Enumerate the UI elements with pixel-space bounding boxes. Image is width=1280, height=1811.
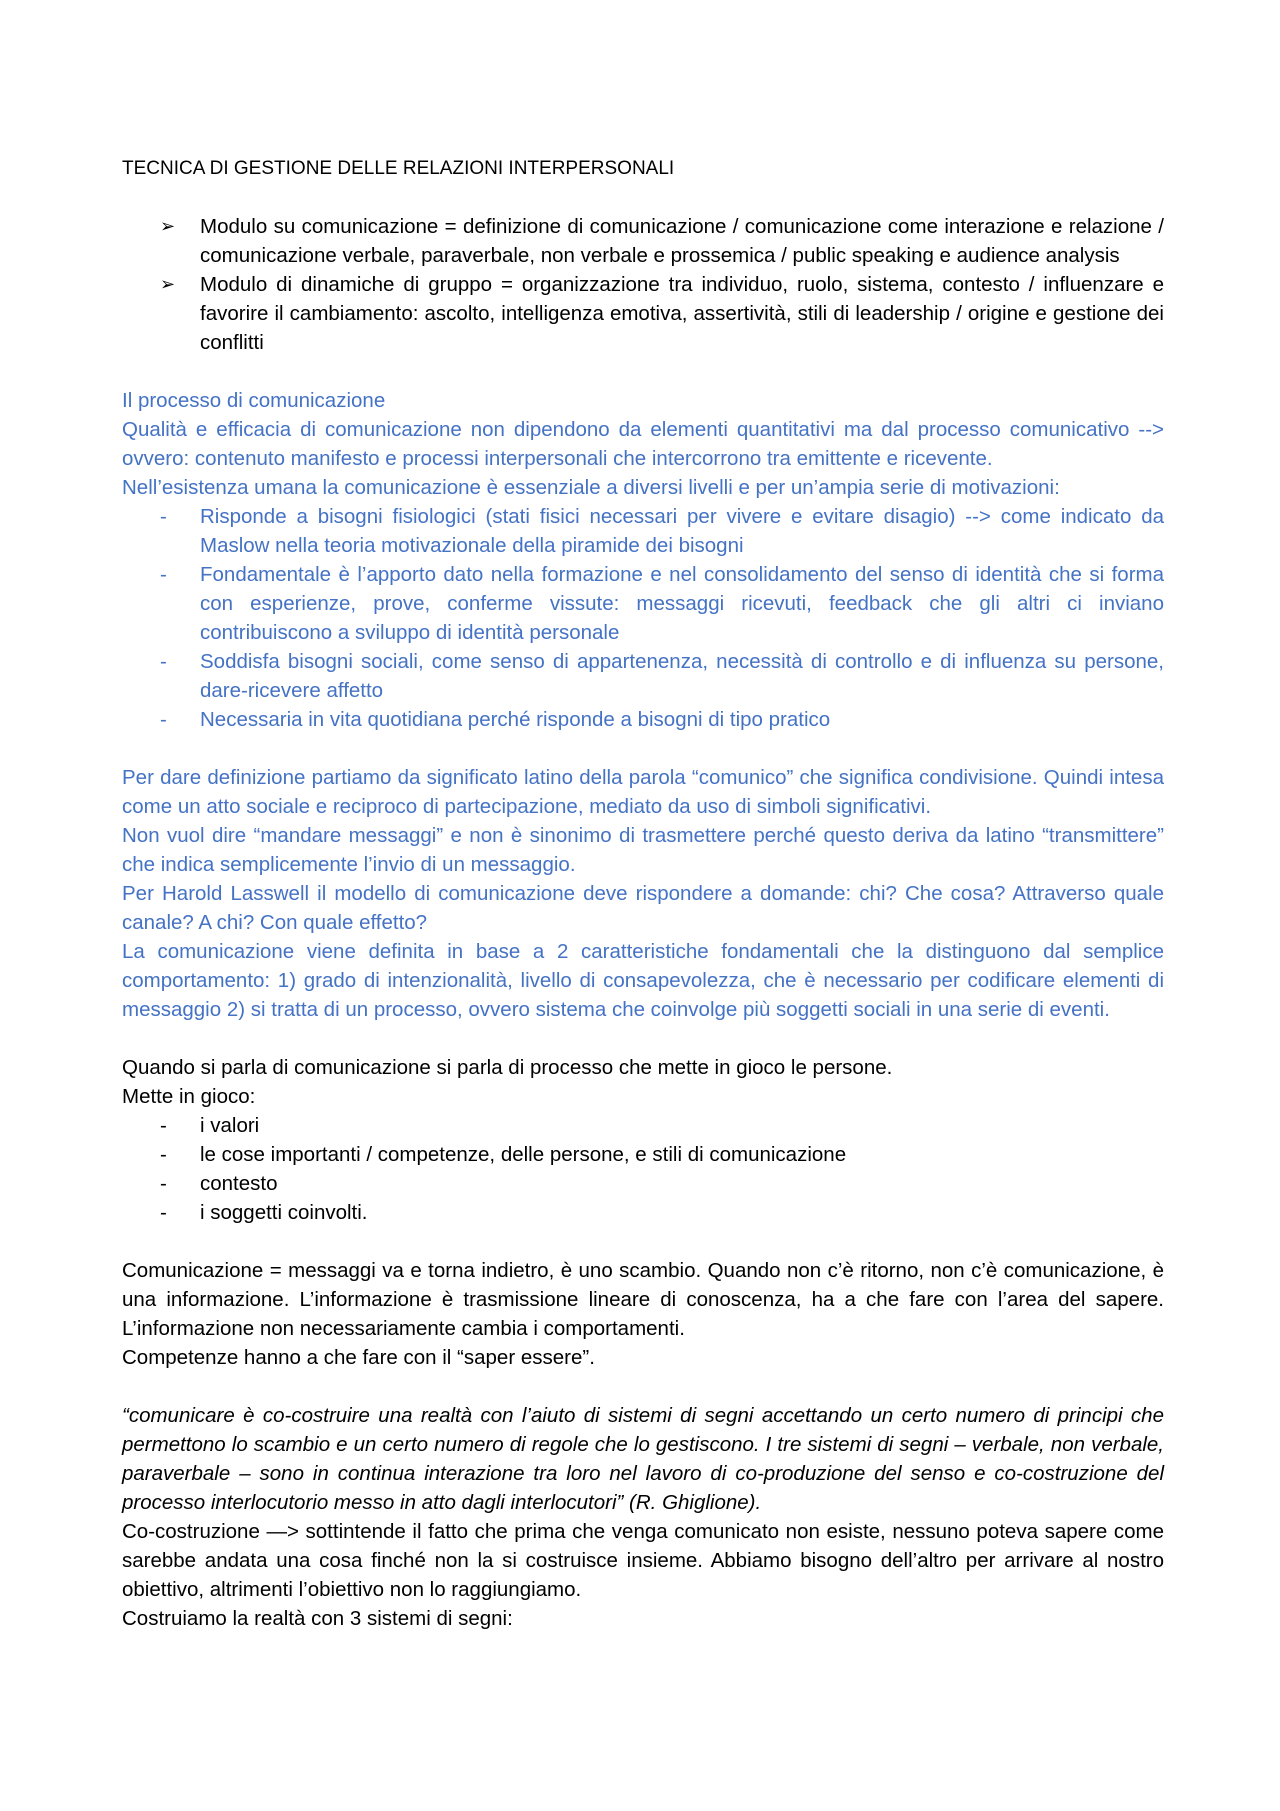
list-item-text: Soddisfa bisogni sociali, come senso di appartenenza, necessità di controllo e di influenza su persone, dare-ricevere affetto — [200, 650, 1164, 702]
paragraph: Nell’esistenza umana la comunicazione è essenziale a diversi livelli e per un’ampia serie di motivazioni: — [122, 476, 1060, 499]
paragraph: Costruiamo la realtà con 3 sistemi di segni: — [122, 1607, 513, 1630]
dash-bullet: - — [160, 1143, 167, 1166]
spacer — [122, 357, 1164, 386]
process-section — [122, 386, 1164, 1024]
list-item — [122, 502, 1164, 560]
process-list — [122, 502, 1164, 734]
list-item-text: Fondamentale è l’apporto dato nella formazione e nel consolidamento del senso di identità che si forma con esperienze, prove, conferme vissute: messaggi ricevuti, feedback che gli altri ci inviano contribuiscono a sviluppo di identità personale — [200, 563, 1164, 644]
list-item-text: Necessaria in vita quotidiana perché risponde a bisogni di tipo pratico — [200, 708, 831, 731]
module-text: Modulo di dinamiche di gruppo = organizzazione tra individuo, ruolo, sistema, contesto / influenzare e favorire il cambiamento: ascolto, intelligenza emotiva, assertività, stili di leadership / origine e gestione dei conflitti — [200, 273, 1164, 354]
document-page — [122, 154, 1164, 1633]
paragraph: La comunicazione viene definita in base a 2 caratteristiche fondamentali che la distinguono dal semplice comportamento: 1) grado di intenzionalità, livello di consapevolezza, che è necessario per codificare elementi di messaggio 2) si tratta di un processo, ovvero sistema che coinvolge più soggetti sociali in una serie di eventi. — [122, 940, 1164, 1021]
paragraph: Non vuol dire “mandare messaggi” e non è sinonimo di trasmettere perché questo deriva da latino “transmittere” che indica semplicemente l’invio di un messaggio. — [122, 824, 1164, 876]
list-item-text: le cose importanti / competenze, delle persone, e stili di comunicazione — [200, 1143, 847, 1166]
dash-bullet: - — [160, 650, 167, 673]
list-item-text: i soggetti coinvolti. — [200, 1201, 368, 1224]
paragraph: Competenze hanno a che fare con il “saper essere”. — [122, 1346, 595, 1369]
list-item — [122, 1111, 1164, 1140]
list-item-text: i valori — [200, 1114, 260, 1137]
document-title: TECNICA DI GESTIONE DELLE RELAZIONI INTERPERSONALI — [122, 158, 675, 179]
dash-bullet: - — [160, 563, 167, 586]
paragraph: Quando si parla di comunicazione si parla di processo che mette in gioco le persone. — [122, 1056, 893, 1079]
paragraph: Co-costruzione —> sottintende il fatto che prima che venga comunicato non esiste, nessuno poteva sapere come sarebbe andata una cosa finché non la si costruisce insieme. Abbiamo bisogno dell’altro per arrivare al nostro obiettivo, altrimenti l’obiettivo non lo raggiungiamo. — [122, 1520, 1164, 1601]
dash-bullet: - — [160, 1172, 167, 1195]
dash-bullet: - — [160, 1201, 167, 1224]
quote-paragraph: “comunicare è co-costruire una realtà con l’aiuto di sistemi di segni accettando un certo numero di principi che permettono lo scambio e un certo numero di regole che lo gestiscono. I tre sistemi di segni – verbale, non verbale, paraverbale – sono in continua interazione tra loro nel lavoro di co-produzione del senso e co-costruzione del processo interlocutorio messo in atto dagli interlocutori” (R. Ghiglione). — [122, 1404, 1164, 1514]
paragraph: Qualità e efficacia di comunicazione non dipendono da elementi quantitativi ma dal processo comunicativo --> ovvero: contenuto manifesto e processi interpersonali che intercorrono tra emittente e ricevente. — [122, 418, 1164, 470]
list-item — [122, 270, 1164, 357]
paragraph: Comunicazione = messaggi va e torna indietro, è uno scambio. Quando non c’è ritorno, non c’è comunicazione, è una informazione. L’informazione è trasmissione lineare di conoscenza, ha a che fare con l’area del sapere. L’informazione non necessariamente cambia i comportamenti. — [122, 1259, 1164, 1340]
modules-list — [122, 212, 1164, 357]
spacer — [122, 1227, 1164, 1256]
dash-bullet: - — [160, 1114, 167, 1137]
spacer — [122, 1024, 1164, 1053]
list-item — [122, 1198, 1164, 1227]
arrow-bullet-icon: ➢ — [160, 216, 176, 236]
arrow-bullet-icon: ➢ — [160, 274, 176, 294]
list-item-text: contesto — [200, 1172, 278, 1195]
paragraph: Mette in gioco: — [122, 1085, 256, 1108]
dash-bullet: - — [160, 708, 167, 731]
spacer — [122, 734, 1164, 763]
spacer — [122, 1372, 1164, 1401]
module-text: Modulo su comunicazione = definizione di comunicazione / comunicazione come interazione e relazione / comunicazione verbale, paraverbale, non verbale e prossemica / public speaking e audience analysis — [200, 215, 1164, 267]
list-item — [122, 647, 1164, 705]
paragraph: Per Harold Lasswell il modello di comunicazione deve rispondere a domande: chi? Che cosa? Attraverso quale canale? A chi? Con quale effetto? — [122, 882, 1164, 934]
list-item — [122, 560, 1164, 647]
list-item — [122, 212, 1164, 270]
list-item — [122, 1169, 1164, 1198]
dash-bullet: - — [160, 505, 167, 528]
game-list — [122, 1111, 1164, 1227]
list-item — [122, 1140, 1164, 1169]
section-heading: Il processo di comunicazione — [122, 389, 386, 412]
list-item — [122, 705, 1164, 734]
paragraph: Per dare definizione partiamo da significato latino della parola “comunico” che significa condivisione. Quindi intesa come un atto sociale e reciproco di partecipazione, mediato da uso di simboli significativi. — [122, 766, 1164, 818]
list-item-text: Risponde a bisogni fisiologici (stati fisici necessari per vivere e evitare disagio) --> come indicato da Maslow nella teoria motivazionale della piramide dei bisogni — [200, 505, 1164, 557]
